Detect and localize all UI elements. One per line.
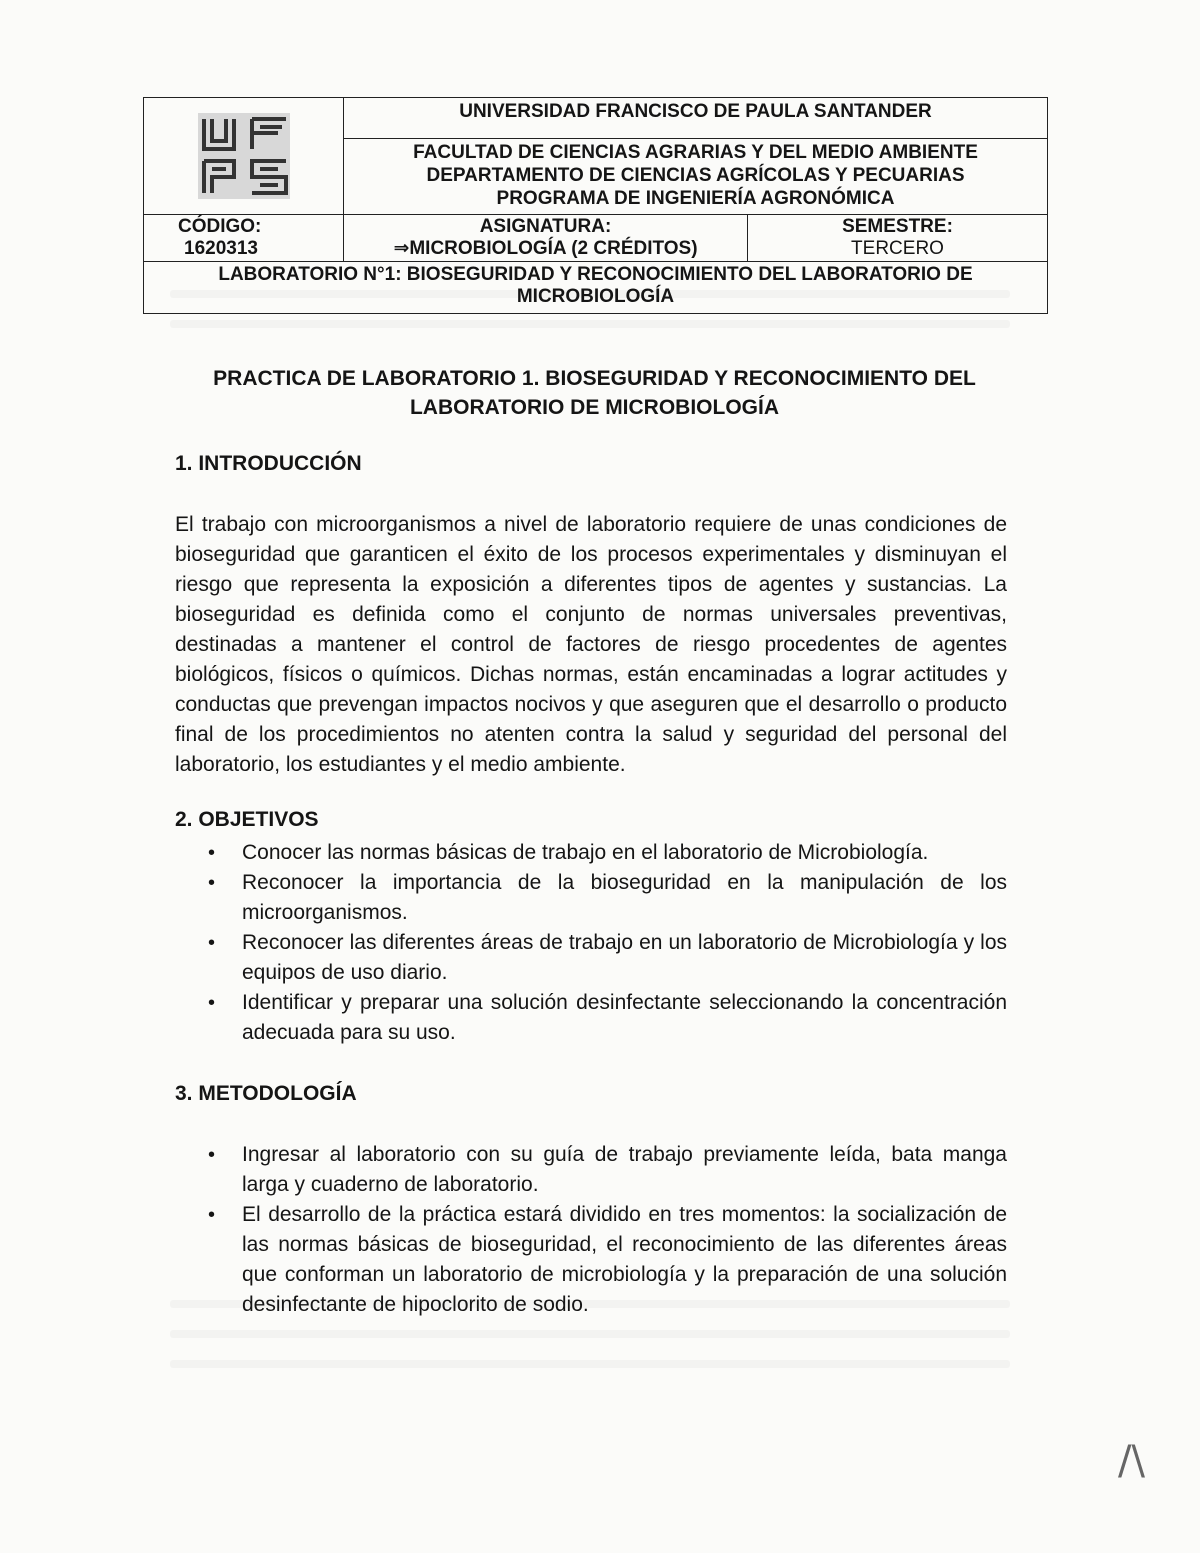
code-cell (144, 215, 344, 261)
subject-value: MICROBIOLOGÍA (2 CRÉDITOS) (409, 238, 698, 259)
list-item: • Reconocer las diferentes áreas de trabajo en un laboratorio de Microbiología y los equipos de uso diario. (175, 928, 1007, 988)
pen-mark: /\ (1118, 1438, 1145, 1484)
subject-value-row (344, 238, 747, 260)
semester-value: TERCERO (851, 238, 944, 259)
header-table (143, 97, 1048, 314)
semester-cell (748, 215, 1047, 261)
faculty-line: FACULTAD DE CIENCIAS AGRARIAS Y DEL MEDIO AMBIENTE (413, 142, 978, 163)
bleed-through-line (170, 1360, 1010, 1368)
objectives-heading: 2. OBJETIVOS (175, 808, 319, 831)
methodology-list (175, 1140, 1007, 1320)
arrow-icon: ⇒ (393, 238, 410, 259)
faculty-block (344, 139, 1047, 214)
list-item: • Reconocer la importancia de la bioseguridad en la manipulación de los microorganismos. (175, 868, 1007, 928)
list-item: • Ingresar al laboratorio con su guía de trabajo previamente leída, bata manga larga y cuaderno de laboratorio. (175, 1140, 1007, 1200)
list-item: • Conocer las normas básicas de trabajo en el laboratorio de Microbiología. (175, 838, 1007, 868)
objectives-list (175, 838, 1007, 1048)
university-name: UNIVERSIDAD FRANCISCO DE PAULA SANTANDER (344, 98, 1047, 139)
title-line: PRACTICA DE LABORATORIO 1. BIOSEGURIDAD Y RECONOCIMIENTO DEL (213, 367, 976, 390)
bleed-through-line (170, 320, 1010, 328)
intro-paragraph: El trabajo con microorganismos a nivel de laboratorio requiere de unas condiciones de bioseguridad que garanticen el éxito de los procesos experimentales y disminuyan el riesgo que representa la exposición a diferentes tipos de agentes y sustancias. La bioseguridad es definida como el conjunto de normas universales preventivas, destinadas a mantener el control de factores de riesgo procedentes de agentes biológicos, físicos o químicos. Dichas normas, están encaminadas a lograr actitudes y conductas que prevengan impactos nocivos y que aseguren que el desarrollo o producto final de los procedimientos no atenten contra la salud y seguridad del personal del laboratorio, los estudiantes y el medio ambiente. (175, 513, 1007, 776)
code-value: 1620313 (184, 238, 258, 259)
department-line: DEPARTAMENTO DE CIENCIAS AGRÍCOLAS Y PECUARIAS (426, 165, 965, 186)
document-title (172, 364, 1017, 422)
list-item: • El desarrollo de la práctica estará dividido en tres momentos: la socialización de las normas básicas de bioseguridad, el reconocimiento de las diferentes áreas que conforman un laboratorio de microbiología y la preparación de una solución desinfectante de hipoclorito de sodio. (175, 1200, 1007, 1320)
lab-title-cell (144, 262, 1047, 313)
subject-cell (344, 215, 748, 261)
methodology-heading: 3. METODOLOGÍA (175, 1082, 357, 1105)
title-line: LABORATORIO DE MICROBIOLOGÍA (409, 396, 780, 419)
semester-label: SEMESTRE: (842, 216, 953, 237)
ufps-logo-icon (196, 111, 292, 201)
list-item: • Identificar y preparar una solución desinfectante seleccionando la concentración adecuada para su uso. (175, 988, 1007, 1048)
lab-title-line: LABORATORIO N°1: BIOSEGURIDAD Y RECONOCIMIENTO DEL LABORATORIO DE (218, 264, 973, 285)
program-line: PROGRAMA DE INGENIERÍA AGRONÓMICA (496, 188, 895, 209)
university-logo (144, 98, 344, 214)
code-label: CÓDIGO: (178, 216, 262, 237)
bleed-through-line (170, 1330, 1010, 1338)
subject-label: ASIGNATURA: (479, 216, 612, 237)
intro-heading: 1. INTRODUCCIÓN (175, 452, 362, 475)
lab-title-line: MICROBIOLOGÍA (516, 286, 675, 307)
